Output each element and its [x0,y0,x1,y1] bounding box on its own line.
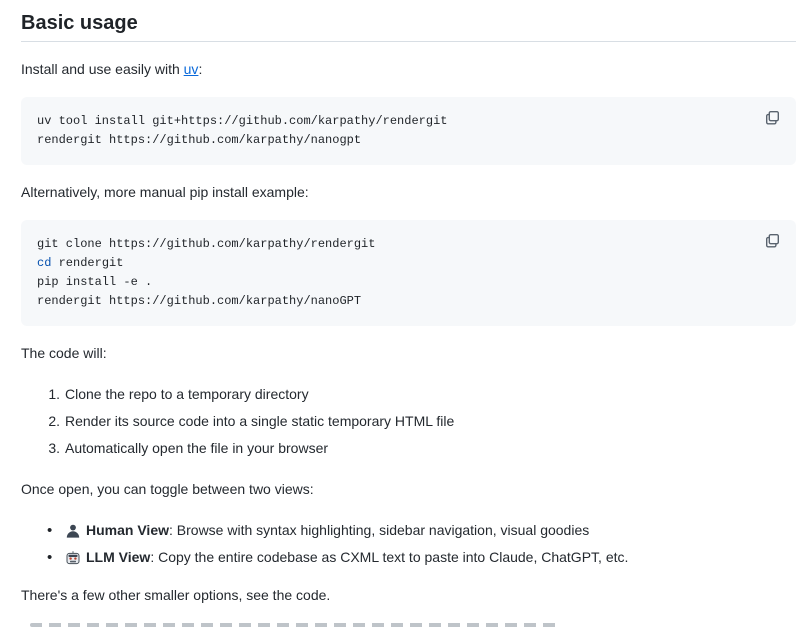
code-line: git clone https://github.com/karpathy/rendergit [37,237,376,251]
list-item [47,544,796,571]
steps-ordered-list [21,381,796,462]
readme-content [0,11,800,627]
views-bullet-list [21,517,796,571]
view-description: : Browse with syntax highlighting, sidebar navigation, visual goodies [169,522,590,538]
list-item-text: Automatically open the file in your browser [65,440,329,456]
code-line: rendergit https://github.com/karpathy/nanoGPT [37,294,362,308]
human-silhouette-icon [65,523,81,539]
code-line-rest: rendergit [51,256,124,270]
list-item-text: Render its source code into a single static temporary HTML file [65,413,455,429]
list-item-text [86,520,589,541]
list-item [47,517,796,544]
code-line: pip install -e . [37,275,153,289]
shell-keyword: cd [37,256,52,270]
code-line [37,254,780,273]
list-number: 1. [48,386,60,402]
list-item [45,408,796,435]
code-block-pip-install [21,220,796,326]
alt-install-paragraph: Alternatively, more manual pip install example: [21,184,309,200]
list-item [45,381,796,408]
uv-link[interactable]: uv [183,61,199,77]
page-title: Basic usage [21,11,796,42]
footer-paragraph: There's a few other smaller options, see the code. [21,587,331,603]
view-label: LLM View [86,549,151,565]
intro-text-after: : [198,61,203,77]
copy-icon [764,110,780,129]
install-intro-paragraph [21,59,796,80]
bullet-dot: • [47,522,53,539]
list-item [45,435,796,462]
cutoff-next-line [30,623,562,627]
list-number: 3. [48,440,60,456]
copy-button[interactable] [761,108,783,130]
code-line: rendergit https://github.com/karpathy/nanogpt [37,133,362,147]
list-item-text [86,547,628,568]
list-number: 2. [48,413,60,429]
view-description: : Copy the entire codebase as CXML text to paste into Claude, ChatGPT, etc. [150,549,629,565]
code-line: uv tool install git+https://github.com/karpathy/rendergit [37,114,448,128]
code-will-paragraph: The code will: [21,345,107,361]
intro-text-before: Install and use easily with [21,61,184,77]
view-label: Human View [86,522,169,538]
bullet-dot: • [47,549,53,566]
list-item-text: Clone the repo to a temporary directory [65,386,309,402]
robot-icon [65,550,81,566]
once-open-paragraph: Once open, you can toggle between two views: [21,481,314,497]
copy-button[interactable] [761,231,783,253]
copy-icon [764,233,780,252]
code-block-uv-install [21,97,796,165]
